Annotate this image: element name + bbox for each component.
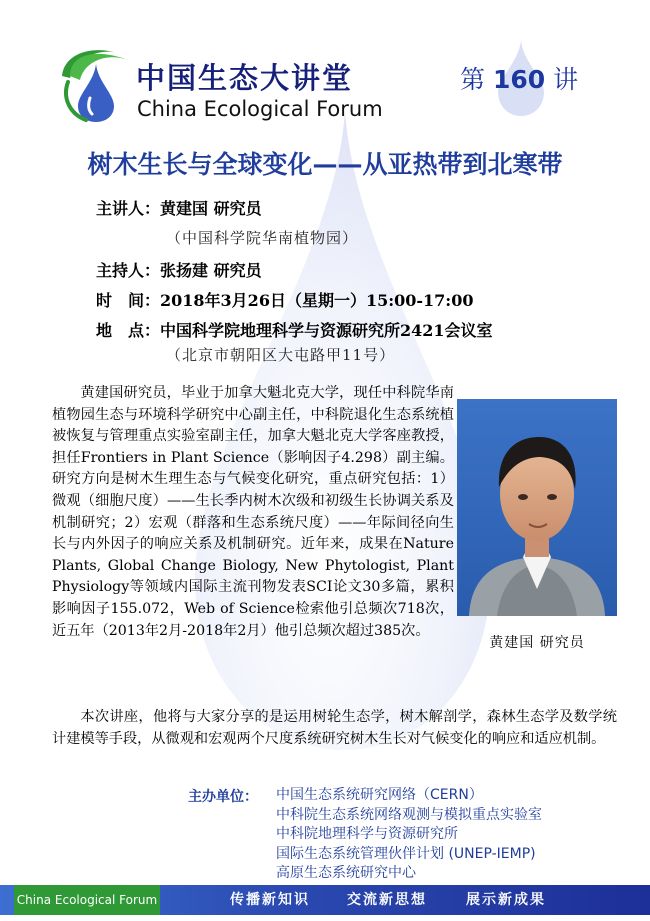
organizers-label: 主办单位： (188, 789, 258, 805)
organizer-item: 国际生态系统管理伙伴计划 (UNEP-IEMP) (276, 845, 536, 862)
venue-line (96, 318, 493, 341)
organizers-list (276, 786, 542, 884)
host-label: 主持人： (96, 261, 161, 280)
session-prefix: 第 (460, 65, 486, 94)
speaker-line (96, 196, 262, 219)
time-value: 2018年3月26日（星期一）15:00-17:00 (160, 291, 474, 310)
session-num: 160 (492, 65, 546, 94)
bottom-margin (0, 915, 650, 921)
lecture-title: 树木生长与全球变化——从亚热带到北寒带 (87, 150, 563, 179)
venue-address: （北京市朝阳区大屯路甲11号） (166, 346, 396, 364)
footer-slogan: 展示新成果 (466, 892, 546, 908)
forum-name-en: China Ecological Forum (137, 97, 383, 121)
organizer-item: 中国生态系统研究网络（CERN） (276, 787, 483, 803)
organizer-item: 中科院地理科学与资源研究所 (276, 826, 458, 843)
footer-slogan: 传播新知识 (230, 892, 310, 908)
host-name: 张扬建 研究员 (160, 261, 262, 280)
organizer-item: 中科院生态系统网络观测与模拟重点实验室 (276, 806, 542, 823)
speaker-bio: 黄建国研究员，毕业于加拿大魁北克大学，现任中科院华南植物园生态与环境科学研究中心副主任，中科院退化生态系统植被恢复与管理重点实验室副主任，加拿大魁北克大学客座教授，担任Frontiers in Plant Science（影响因子4.298）副主编。研究方向是树木生理生态与气候变化研究，重点研究包括：1）微观（细胞尺度）——生长季内树木次级和初级生长协调关系及机制研究；2）宏观（群落和生态系统尺度）——年际间径向生长与内外因子的响应关系及机制研究。近年来，成果在Nature Plants, Global Change Biology, New Phytologist, Plant Physiology等领域内国际主流刊物发表SCI论文30多篇，累积影响因子155.072，Web of Science检索他引总频次718次，近五年（2013年2月-2018年2月）他引总频次超过385次。 (52, 385, 454, 639)
footer-bar (0, 885, 650, 915)
speaker-affiliation: （中国科学院华南植物园） (166, 229, 359, 247)
time-label: 时 间： (96, 291, 161, 310)
host-line (96, 258, 262, 281)
forum-logo-icon (56, 42, 134, 124)
photo-caption: 黄建国 研究员 (489, 635, 585, 651)
speaker-name: 黄建国 研究员 (160, 199, 262, 218)
session-suffix: 讲 (553, 65, 579, 94)
venue-label: 地 点： (96, 321, 161, 340)
footer-slogan: 交流新思想 (347, 892, 427, 908)
speaker-photo (457, 399, 617, 616)
session-number (460, 60, 578, 96)
forum-name-cn: 中国生态大讲堂 (136, 61, 354, 95)
time-line (96, 288, 473, 311)
lecture-summary: 本次讲座，他将与大家分享的是运用树轮生态学，树木解剖学，森林生态学及数学统计建模等手段，从微观和宏观两个尺度系统研究树木生长对气候变化的响应和适应机制。 (52, 709, 617, 747)
footer-brand: China Ecological Forum (14, 885, 160, 915)
speaker-label: 主讲人： (96, 199, 161, 218)
organizer-item: 高原生态系统研究中心 (276, 865, 416, 882)
venue-value: 中国科学院地理科学与资源研究所2421会议室 (160, 321, 493, 340)
